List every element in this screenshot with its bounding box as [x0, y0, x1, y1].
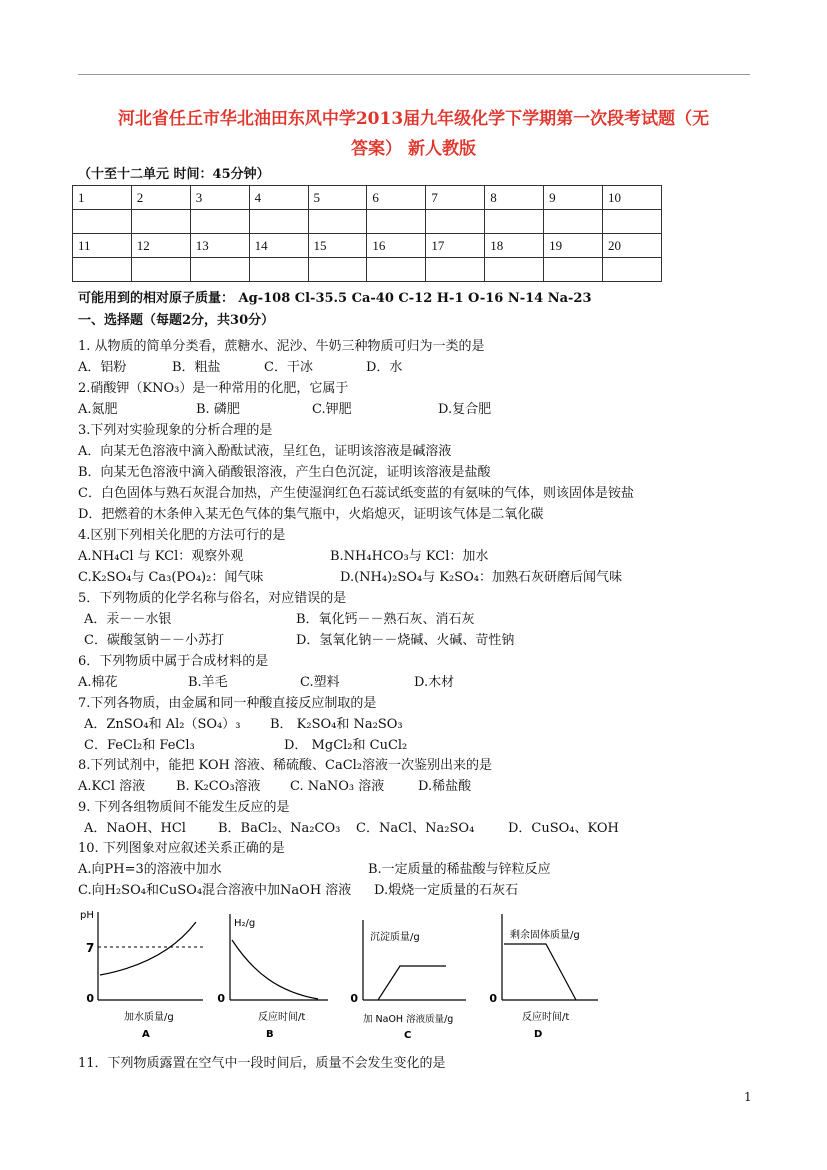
question-4: 4.区别下列相关化肥的方法可行的是: [78, 528, 286, 543]
answer-blank[interactable]: [367, 210, 426, 234]
answer-blank[interactable]: [73, 210, 132, 234]
answer-table: [72, 185, 662, 282]
answer-cell: 13: [190, 234, 249, 258]
question-5: 5．下列物质的化学名称与俗名，对应错误的是: [78, 591, 347, 606]
curve: [504, 944, 576, 1000]
question-3: 3.下列对实验现象的分析合理的是: [78, 423, 273, 438]
question-8: 8.下列试剂中，能把 KOH 溶液、稀硫酸、CaCl₂溶液一次鉴别出来的是: [78, 758, 493, 773]
option: C. NaNO₃ 溶液: [290, 779, 385, 794]
x-label: 反应时间/t: [522, 1012, 570, 1023]
x-label: 加水质量/g: [124, 1012, 174, 1023]
page-number: 1: [744, 1090, 752, 1104]
answer-blank[interactable]: [308, 258, 367, 282]
question-9: 9. 下列各组物质间不能发生反应的是: [78, 800, 290, 815]
graph-letter: B: [266, 1029, 274, 1040]
option: B．氧化钙－－熟石灰、消石灰: [296, 612, 475, 627]
option: B．向某无色溶液中滴入硝酸银溶液，产生白色沉淀，证明该溶液是盐酸: [78, 465, 491, 480]
answer-cell: 18: [485, 234, 544, 258]
answer-blank[interactable]: [544, 210, 603, 234]
origin: 0: [86, 992, 94, 1005]
option: A．汞－－水银: [84, 612, 172, 627]
section-heading: 一、选择题（每题2分，共30分）: [78, 313, 275, 328]
option: A．NaOH、HCl: [84, 821, 186, 836]
curve: [232, 940, 318, 999]
answer-blank[interactable]: [603, 258, 662, 282]
curve: [100, 922, 196, 975]
answer-cell: 14: [249, 234, 308, 258]
graph-letter: C: [404, 1030, 412, 1040]
option: D．CuSO₄、KOH: [508, 821, 619, 836]
option: D.复合肥: [438, 402, 492, 417]
option: D．水: [366, 360, 403, 375]
answer-blank[interactable]: [308, 210, 367, 234]
answer-blank[interactable]: [367, 258, 426, 282]
answer-table-number-row-2: [73, 234, 662, 258]
option: C.塑料: [300, 675, 340, 690]
option: D．把燃着的木条伸入某无色气体的集气瓶中，火焰熄灭，证明该气体是二氧化碳: [78, 507, 544, 522]
option: A．ZnSO₄和 Al₂（SO₄）₃: [84, 717, 241, 732]
answer-cell: 16: [367, 234, 426, 258]
question-1: 1. 从物质的简单分类看，蔗糖水、泥沙、牛奶三种物质可归为一类的是: [78, 339, 485, 354]
graph-c: [350, 920, 466, 1040]
unit-time: （十至十二单元 时间：45分钟）: [78, 167, 270, 182]
option: C．碳酸氢钠－－小苏打: [84, 633, 224, 648]
option: C．FeCl₂和 FeCl₃: [84, 738, 195, 753]
answer-cell: 4: [249, 186, 308, 210]
answer-cell: 10: [603, 186, 662, 210]
doc-title-line1: 河北省任丘市华北油田东风中学2013届九年级化学下学期第一次段考试题（无: [117, 109, 710, 129]
answer-blank[interactable]: [249, 210, 308, 234]
answer-cell: 12: [131, 234, 190, 258]
answer-blank[interactable]: [485, 210, 544, 234]
option: A．向某无色溶液中滴入酚酞试液，呈红色，证明该溶液是碱溶液: [78, 444, 452, 459]
answer-blank[interactable]: [131, 258, 190, 282]
x-label: 反应时间/t: [258, 1012, 306, 1023]
atomic-mass-line: 可能用到的相对原子质量： Ag-108 Cl-35.5 Ca-40 C-12 H-1 O-16 N-14 Na-23: [78, 291, 592, 306]
option: B. 磷肥: [196, 402, 240, 417]
answer-cell: 3: [190, 186, 249, 210]
answer-cell: 19: [544, 234, 603, 258]
option: B.羊毛: [188, 675, 228, 690]
answer-cell: 11: [73, 234, 132, 258]
answer-table-blank-row-1: [73, 210, 662, 234]
x-label: 加 NaOH 溶液质量/g: [363, 1014, 454, 1025]
answer-blank[interactable]: [73, 258, 132, 282]
curve: [378, 966, 446, 1000]
graph-letter: D: [534, 1029, 543, 1040]
option: D.稀盐酸: [418, 779, 472, 794]
question-7: 7.下列各物质，由金属和同一种酸直接反应制取的是: [78, 696, 377, 711]
answer-table-number-row-1: [73, 186, 662, 210]
answer-blank[interactable]: [544, 258, 603, 282]
option: D.煅烧一定质量的石灰石: [374, 883, 519, 898]
graph-group: [78, 900, 620, 1040]
answer-cell: 7: [426, 186, 485, 210]
option: B．BaCl₂、Na₂CO₃: [218, 821, 341, 836]
option: C.钾肥: [312, 402, 352, 417]
y-label: pH: [80, 910, 94, 921]
answer-blank[interactable]: [603, 210, 662, 234]
ph7-mark: 7: [86, 941, 95, 955]
answer-table-blank-row-2: [73, 258, 662, 282]
option: B.一定质量的稀盐酸与锌粒反应: [368, 862, 551, 877]
answer-blank[interactable]: [485, 258, 544, 282]
header-rule: [78, 74, 750, 75]
y-label: 剩余固体质量/g: [510, 930, 580, 941]
answer-cell: 17: [426, 234, 485, 258]
answer-blank[interactable]: [249, 258, 308, 282]
option: C．白色固体与熟石灰混合加热，产生使湿润红色石蕊试纸变蓝的有氨味的气体，则该固体是铵盐: [78, 486, 634, 501]
option: C．干冰: [264, 360, 313, 375]
answer-cell: 15: [308, 234, 367, 258]
option: C.向H₂SO₄和CuSO₄混合溶液中加NaOH 溶液: [78, 883, 352, 898]
option: A.向PH=3的溶液中加水: [78, 862, 222, 877]
option: C．NaCl、Na₂SO₄: [356, 821, 475, 836]
origin: 0: [350, 992, 358, 1005]
option: A．铝粉: [78, 360, 127, 375]
option: A.氮肥: [78, 402, 118, 417]
option: A.NH₄Cl 与 KCl：观察外观: [78, 549, 244, 564]
question-6: 6．下列物质中属于合成材料的是: [78, 654, 269, 669]
answer-cell: 8: [485, 186, 544, 210]
answer-cell: 2: [131, 186, 190, 210]
answer-blank[interactable]: [131, 210, 190, 234]
option: D． MgCl₂和 CuCl₂: [284, 738, 408, 753]
option: D.(NH₄)₂SO₄与 K₂SO₄：加熟石灰研磨后闻气味: [340, 570, 622, 585]
y-label: H₂/g: [234, 918, 256, 929]
option: B.NH₄HCO₃与 KCl：加水: [330, 549, 489, 564]
y-label: 沉淀质量/g: [370, 932, 420, 943]
answer-cell: 20: [603, 234, 662, 258]
option: B．粗盐: [172, 360, 221, 375]
option: D．氢氧化钠－－烧碱、火碱、苛性钠: [296, 633, 515, 648]
answer-blank[interactable]: [426, 258, 485, 282]
origin: 0: [489, 992, 497, 1005]
origin: 0: [217, 992, 225, 1005]
option: D.木材: [414, 675, 455, 690]
doc-title-line2: 答案） 新人教版: [351, 139, 476, 159]
option: B． K₂SO₄和 Na₂SO₃: [270, 717, 403, 732]
graph-letter: A: [142, 1029, 150, 1040]
answer-blank[interactable]: [190, 210, 249, 234]
answer-blank[interactable]: [190, 258, 249, 282]
option: A.棉花: [78, 675, 118, 690]
question-11: 11．下列物质露置在空气中一段时间后，质量不会发生变化的是: [78, 1056, 446, 1071]
option: B. K₂CO₃溶液: [176, 779, 261, 794]
answer-cell: 9: [544, 186, 603, 210]
graph-d: [489, 914, 598, 1040]
graph-a: [80, 910, 203, 1040]
answer-blank[interactable]: [426, 210, 485, 234]
answer-cell: 5: [308, 186, 367, 210]
option: A.KCl 溶液: [78, 779, 146, 794]
question-2: 2.硝酸钾（KNO₃）是一种常用的化肥，它属于: [78, 381, 349, 396]
answer-cell: 1: [73, 186, 132, 210]
question-10: 10. 下列图象对应叙述关系正确的是: [78, 841, 285, 856]
answer-cell: 6: [367, 186, 426, 210]
option: C.K₂SO₄与 Ca₃(PO₄)₂：闻气味: [78, 570, 264, 585]
graph-b: [217, 914, 328, 1040]
